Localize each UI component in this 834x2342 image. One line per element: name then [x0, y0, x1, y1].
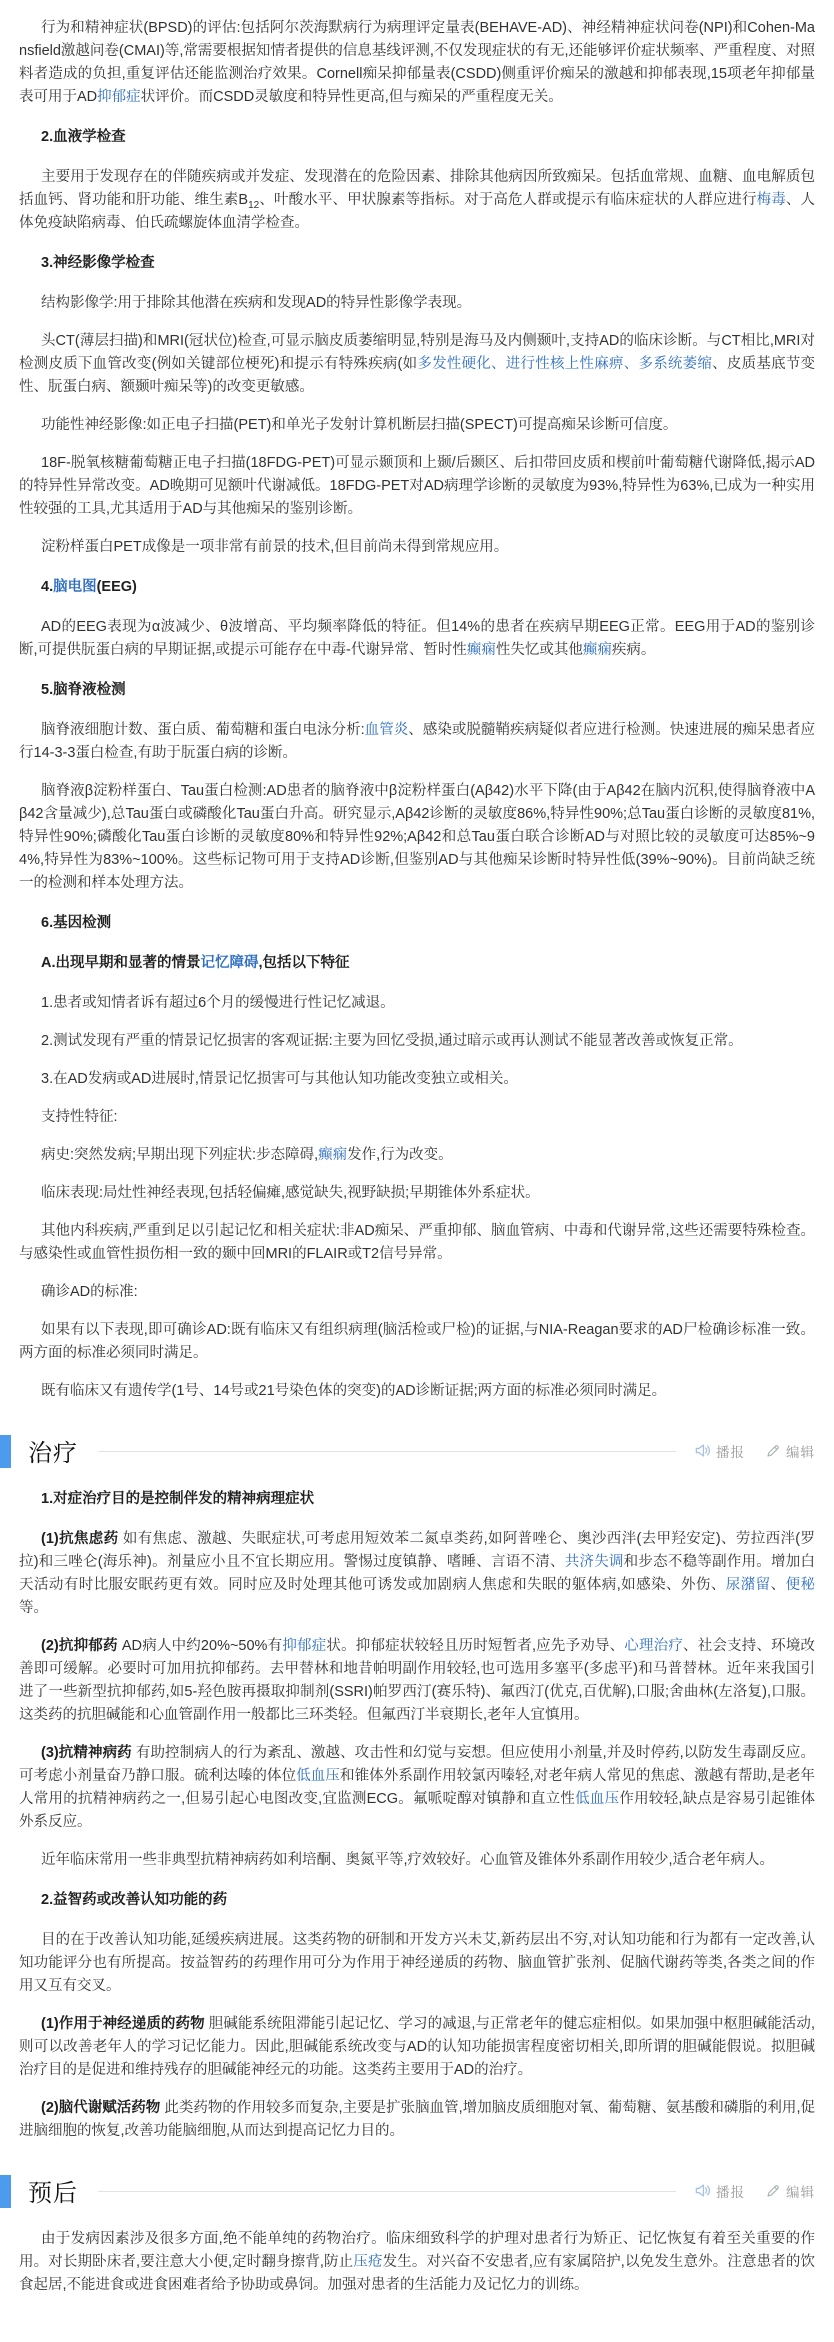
- speaker-icon: [694, 2182, 711, 2199]
- term-link[interactable]: 抑郁症: [282, 1638, 327, 1654]
- subscript-text: 12: [248, 199, 260, 211]
- action-label: 编辑: [786, 2184, 815, 2200]
- body-paragraph: [19, 992, 815, 1015]
- action-label: 编辑: [786, 1444, 815, 1460]
- body-paragraph: [19, 2097, 815, 2143]
- text-run: 5.脑脊液检测: [41, 682, 126, 698]
- term-link[interactable]: 低血压: [575, 1791, 620, 1807]
- text-run: 结构影像学:用于排除其他潜在疾病和发现AD的特异性影像学表现。: [41, 295, 472, 311]
- text-run: (EEG): [96, 579, 137, 595]
- term-link[interactable]: 血管炎: [364, 722, 409, 738]
- sub-heading: [19, 912, 815, 935]
- action-label: 播报: [716, 2184, 745, 2200]
- term-link[interactable]: 、: [491, 356, 506, 372]
- section-title: 治疗: [28, 1440, 78, 1467]
- text-run: 确诊AD的标准:: [41, 1284, 138, 1300]
- play-section-button[interactable]: [694, 2181, 745, 2201]
- text-run: 如果有以下表现,即可确诊AD:既有临床又有组织病理(脑活检或尸检)的证据,与NIA-Reagan要求的AD尸检确诊标准一致。两方面的标准必须同时满足。: [19, 1322, 815, 1361]
- body-paragraph: [19, 166, 815, 235]
- section-divider: [98, 1451, 676, 1452]
- text-run: 2.测试发现有严重的情景记忆损害的客观证据:主要为回忆受损,通过暗示或再认测试不能显著改善或恢复正常。: [41, 1033, 743, 1049]
- sub-heading: [19, 126, 815, 149]
- text-run: 既有临床又有遗传学(1号、14号或21号染色体的突变)的AD诊断证据;两方面的标准必须同时满足。: [41, 1383, 667, 1399]
- text-run: 近年临床常用一些非典型抗精神病药如利培酮、奥氮平等,疗效较好。心血管及锥体外系副作用较少,适合老年病人。: [41, 1852, 775, 1868]
- text-run: 18F-脱氧核糖葡萄糖正电子扫描(18FDG-PET)可显示颞顶和上颞/后颞区、后扣带回皮质和楔前叶葡萄糖代谢降低,揭示AD的特异性异常改变。AD晚期可见额叶代谢减低。18FDG-PET对AD病理学诊断的灵敏度为93%,特异性为63%,已成为一种实用性较强的工具,尤其适用于AD与其他痴呆的鉴别诊断。: [19, 455, 815, 517]
- term-link[interactable]: 进行性核上性麻痹: [505, 356, 624, 372]
- body-paragraph: [19, 1742, 815, 1834]
- section-header: [19, 2173, 815, 2208]
- text-run: 由于发病因素涉及很多方面,绝不能单纯的药物治疗。临床细致科学的护理对患者行为矫正、记忆恢复有着至关重要的作用。对长期卧床者,要注意大小便,定时翻身擦背,防止: [19, 2231, 815, 2270]
- body-paragraph: [19, 536, 815, 559]
- section-accent-bar: [0, 2175, 11, 2208]
- term-link[interactable]: 心理治疗: [624, 1638, 684, 1654]
- text-run: 胆碱能系统阻滞能引起记忆、学习的减退,与正常老年的健忘症相似。如果加强中枢胆碱能活动,则可以改善老年人的学习记忆能力。因此,胆碱能系统改变与AD的认知功能损害程度密切相关,即所谓的胆碱能假说。拟胆碱治疗目的是促进和维持残存的胆碱能神经元的功能。这类药主要用于AD的治疗。: [19, 2016, 815, 2078]
- term-link[interactable]: 压疮: [353, 2254, 383, 2270]
- text-run: 疾病。: [611, 642, 656, 658]
- text-run: 作用较轻,缺点是容易引起锥体外系反应。: [19, 1791, 816, 1830]
- term-link[interactable]: 、: [623, 356, 639, 372]
- term-link[interactable]: 低血压: [296, 1768, 340, 1784]
- text-run: 发作,行为改变。: [347, 1147, 453, 1163]
- text-run: 3.在AD发病或AD进展时,情景记忆损害可与其他认知功能改变独立或相关。: [41, 1071, 518, 1087]
- body-paragraph: [19, 1106, 815, 1129]
- body-paragraph: [19, 1380, 815, 1403]
- pencil-icon: [765, 1443, 781, 1459]
- term-link[interactable]: 尿潴留: [725, 1577, 771, 1593]
- sub-heading: [19, 1889, 815, 1912]
- term-link[interactable]: 多发性硬化: [417, 356, 492, 372]
- text-run: 发生。对兴奋不安患者,应有家属陪护,以免发生意外。注意患者的饮食起居,不能进食或进食困难者给予协助或鼻饲。加强对患者的生活能力及记忆力的训练。: [19, 2254, 815, 2293]
- text-run: 1.对症治疗目的是控制伴发的精神病理症状: [41, 1491, 315, 1507]
- text-run: ,包括以下特征: [258, 955, 350, 971]
- term-link[interactable]: 记忆障碍: [200, 955, 259, 971]
- text-run: AD的EEG表现为α波减少、θ波增高、平均频率降低的特征。但14%的患者在疾病早期EEG正常。EEG用于AD的鉴别诊断,可提供朊蛋白病的早期证据,或提示可能存在中毒-代谢异常、暂时性: [19, 619, 815, 658]
- body-paragraph: [19, 1144, 815, 1167]
- inline-bold-label: (3)抗精神病药: [41, 1745, 132, 1761]
- speaker-icon: [694, 1442, 711, 1459]
- text-run: 、感染或脱髓鞘疾病疑似者应进行检测。快速进展的痴呆患者应行14-3-3蛋白检查,有助于朊蛋白病的诊断。: [19, 722, 816, 761]
- text-run: 功能性神经影像:如正电子扫描(PET)和单光子发射计算机断层扫描(SPECT)可提高痴呆诊断可信度。: [41, 417, 678, 433]
- body-paragraph: [19, 1068, 815, 1091]
- body-paragraph: [19, 1030, 815, 1053]
- text-run: 4.: [41, 579, 54, 595]
- term-link[interactable]: 癫痫: [318, 1147, 348, 1163]
- text-run: 、叶酸水平、甲状腺素等指标。对于高危人群或提示有临床症状的人群应进行: [259, 192, 757, 208]
- term-link[interactable]: 便秘: [785, 1577, 816, 1593]
- text-run: 淀粉样蛋白PET成像是一项非常有前景的技术,但目前尚未得到常规应用。: [41, 539, 509, 555]
- body-paragraph: [19, 452, 815, 521]
- play-section-button[interactable]: [694, 1441, 745, 1461]
- text-run: 状评价。而CSDD灵敏度和特异性更高,但与痴呆的严重程度无关。: [140, 89, 563, 105]
- term-link[interactable]: 脑电图: [53, 579, 97, 595]
- text-run: AD病人中约20%~50%有: [117, 1638, 283, 1654]
- sub-heading: [19, 252, 815, 275]
- text-run: 脑脊液β淀粉样蛋白、Tau蛋白检测:AD患者的脑脊液中β淀粉样蛋白(Aβ42)水平下降(由于Aβ42在脑内沉积,使得脑脊液中Aβ42含量减少),总Tau蛋白或磷酸化Tau蛋白升高。研究显示,Aβ42诊断的灵敏度86%,特异性90%;总Tau蛋白诊断的灵敏度81%,特异性90%;磷酸化Tau蛋白诊断的灵敏度80%和特异性92%;Aβ42和总Tau蛋白联合诊断AD与对照比较的灵敏度可达85%~94%,特异性为83%~100%。这些标记物可用于支持AD诊断,但鉴别AD与其他痴呆诊断时特异性低(39%~90%)。目前尚缺乏统一的检测和样本处理方法。: [19, 783, 815, 891]
- body-paragraph: [19, 1635, 815, 1727]
- text-run: 状。抑郁症状较轻且历时短暂者,应先予劝导、: [326, 1638, 625, 1654]
- term-link[interactable]: 共济失调: [564, 1554, 624, 1570]
- inline-bold-label: (2)抗抑郁药: [41, 1638, 118, 1654]
- body-paragraph: [19, 2228, 815, 2297]
- pencil-icon: [765, 2183, 781, 2199]
- text-run: 2.血液学检查: [41, 129, 126, 145]
- text-run: 临床表现:局灶性神经表现,包括轻偏瘫,感觉缺失,视野缺损;早期锥体外系症状。: [41, 1185, 540, 1201]
- section-actions: [694, 2181, 815, 2201]
- body-paragraph: [19, 414, 815, 437]
- text-run: 脑脊液细胞计数、蛋白质、葡萄糖和蛋白电泳分析:: [41, 722, 365, 738]
- text-run: 、: [770, 1577, 786, 1593]
- text-run: 病史:突然发病;早期出现下列症状:步态障碍,: [41, 1147, 319, 1163]
- edit-section-button[interactable]: [765, 2181, 815, 2201]
- body-paragraph: [19, 616, 815, 662]
- body-paragraph: [19, 719, 815, 765]
- term-link[interactable]: 癫痫: [466, 642, 496, 658]
- body-paragraph: [19, 1929, 815, 1998]
- text-run: 如有焦虑、激越、失眠症状,可考虑用短效苯二氮卓类药,如阿普唑仑、奥沙西泮(去甲羟安定)、劳拉西泮(罗拉)和三唑仑(海乐神)。剂量应小且不宜长期应用。警惕过度镇静、嗜睡、言语不清、: [19, 1531, 815, 1570]
- body-paragraph: [19, 1182, 815, 1205]
- text-run: 和锥体外系副作用较氯丙嗪轻,对老年病人常见的焦虑、激越有帮助,是老年人常用的抗精神病药之一,但易引起心电图改变,宜监测ECG。氟哌啶醇对镇静和直立性: [19, 1768, 816, 1807]
- text-run: 有助控制病人的行为紊乱、激越、攻击性和幻觉与妄想。但应使用小剂量,并及时停药,以防发生毒副反应。可考虑小剂量奋乃静口服。硫利达嗪的体位: [19, 1745, 815, 1784]
- text-run: 、皮质基底节变性、朊蛋白病、额颞叶痴呆等)的改变更敏感。: [19, 356, 816, 395]
- text-run: 6.基因检测: [41, 915, 112, 931]
- text-run: 2.益智药或改善认知功能的药: [41, 1892, 228, 1908]
- term-link[interactable]: 癫痫: [582, 642, 612, 658]
- text-run: 、社会支持、环境改善即可缓解。必要时可加用抗抑郁药。去甲替林和地昔帕明副作用较轻,也可选用多塞平(多虑平)和马普替林。近年来我国引进了一些新型抗抑郁药,如5-羟色胺再摄取抑制剂(SSRI)帕罗西汀(赛乐特)、氟西汀(优克,百优解),口服;舍曲林(左洛复),口服。这类药的抗胆碱能和心血管副作用一般都比三环类轻。但氟西汀半衰期长,老年人宜慎用。: [19, 1638, 816, 1723]
- edit-section-button[interactable]: [765, 1441, 815, 1461]
- body-paragraph: [19, 1319, 815, 1365]
- text-run: 行为和精神症状(BPSD)的评估:包括阿尔茨海默病行为病理评定量表(BEHAVE-AD)、神经精神症状问卷(NPI)和Cohen-Mansfield激越问卷(CMAI)等,常需要根据知情者提供的信息基线评测,不仅发现症状的有无,还能够评价症状频率、严重程度、对照料者造成的负担,重复评估还能监测治疗效果。Cornell痴呆抑郁量表(CSDD)侧重评价痴呆的激越和抑郁表现,15项老年抑郁量表可用于AD: [19, 20, 815, 105]
- text-run: 头CT(薄层扫描)和MRI(冠状位)检查,可显示脑皮质萎缩明显,特别是海马及内侧颞叶,支持AD的临床诊断。与CT相比,MRI对检测皮质下血管改变(例如关键部位梗死)和提示有特殊疾病(如: [19, 333, 815, 372]
- sub-heading: [19, 1488, 815, 1511]
- sub-heading: [19, 679, 815, 702]
- body-paragraph: [19, 1849, 815, 1872]
- section-actions: [694, 1441, 815, 1461]
- text-run: 性失忆或其他: [495, 642, 583, 658]
- section-divider: [98, 2191, 676, 2192]
- body-paragraph: [19, 330, 815, 399]
- body-paragraph: [19, 292, 815, 315]
- inline-bold-label: (1)作用于神经递质的药物: [41, 2016, 205, 2032]
- sub-heading: [19, 952, 815, 975]
- body-paragraph: [19, 1220, 815, 1266]
- body-paragraph: [19, 1281, 815, 1304]
- term-link[interactable]: 抑郁症: [97, 89, 141, 105]
- section-header: [19, 1433, 815, 1468]
- sub-heading: [19, 576, 815, 599]
- text-run: 支持性特征:: [41, 1109, 118, 1125]
- section-accent-bar: [0, 1435, 11, 1468]
- inline-bold-label: (2)脑代谢赋活药物: [41, 2100, 161, 2116]
- text-run: A.出现早期和显著的情景: [41, 955, 201, 971]
- text-run: 、人体免疫缺陷病毒、伯氏疏螺旋体血清学检查。: [19, 192, 816, 231]
- text-run: 和步态不稳等副作用。增加白天活动有时比服安眠药更有效。同时应及时处理其他可诱发或加剧病人焦虑和失眠的躯体病,如感染、外伤、: [19, 1554, 816, 1593]
- text-run: 目的在于改善认知功能,延缓疾病进展。这类药物的研制和开发方兴未艾,新药层出不穷,对认知功能和行为都有一定改善,认知功能评分也有所提高。按益智药的药理作用可分为作用于神经递质的药物、脑血管扩张剂、促脑代谢药等类,各类之间的作用又互有交叉。: [19, 1932, 815, 1994]
- action-label: 播报: [716, 1444, 745, 1460]
- text-run: 1.患者或知情者诉有超过6个月的缓慢进行性记忆减退。: [41, 995, 395, 1011]
- inline-bold-label: (1)抗焦虑药: [41, 1531, 119, 1547]
- text-run: 等。: [19, 1600, 48, 1616]
- term-link[interactable]: 多系统萎缩: [638, 356, 713, 372]
- body-paragraph: [19, 1528, 815, 1620]
- body-paragraph: [19, 2013, 815, 2082]
- section-title: 预后: [28, 2180, 78, 2207]
- body-paragraph: [19, 780, 815, 895]
- text-run: 其他内科疾病,严重到足以引起记忆和相关症状:非AD痴呆、严重抑郁、脑血管病、中毒和代谢异常,这些还需要特殊检查。与感染性或血管性损伤相一致的颞中回MRI的FLAIR或T2信号异常。: [19, 1223, 815, 1262]
- body-paragraph: [19, 17, 815, 109]
- term-link[interactable]: 梅毒: [756, 192, 786, 208]
- text-run: 此类药物的作用较多而复杂,主要是扩张脑血管,增加脑皮质细胞对氧、葡萄糖、氨基酸和磷脂的利用,促进脑细胞的恢复,改善功能脑细胞,从而达到提高记忆力目的。: [19, 2100, 815, 2139]
- text-run: 3.神经影像学检查: [41, 255, 155, 271]
- text-run: 主要用于发现存在的伴随疾病或并发症、发现潜在的危险因素、排除其他病因所致痴呆。包括血常规、血糖、血电解质包括血钙、肾功能和肝功能、维生素B: [19, 169, 815, 208]
